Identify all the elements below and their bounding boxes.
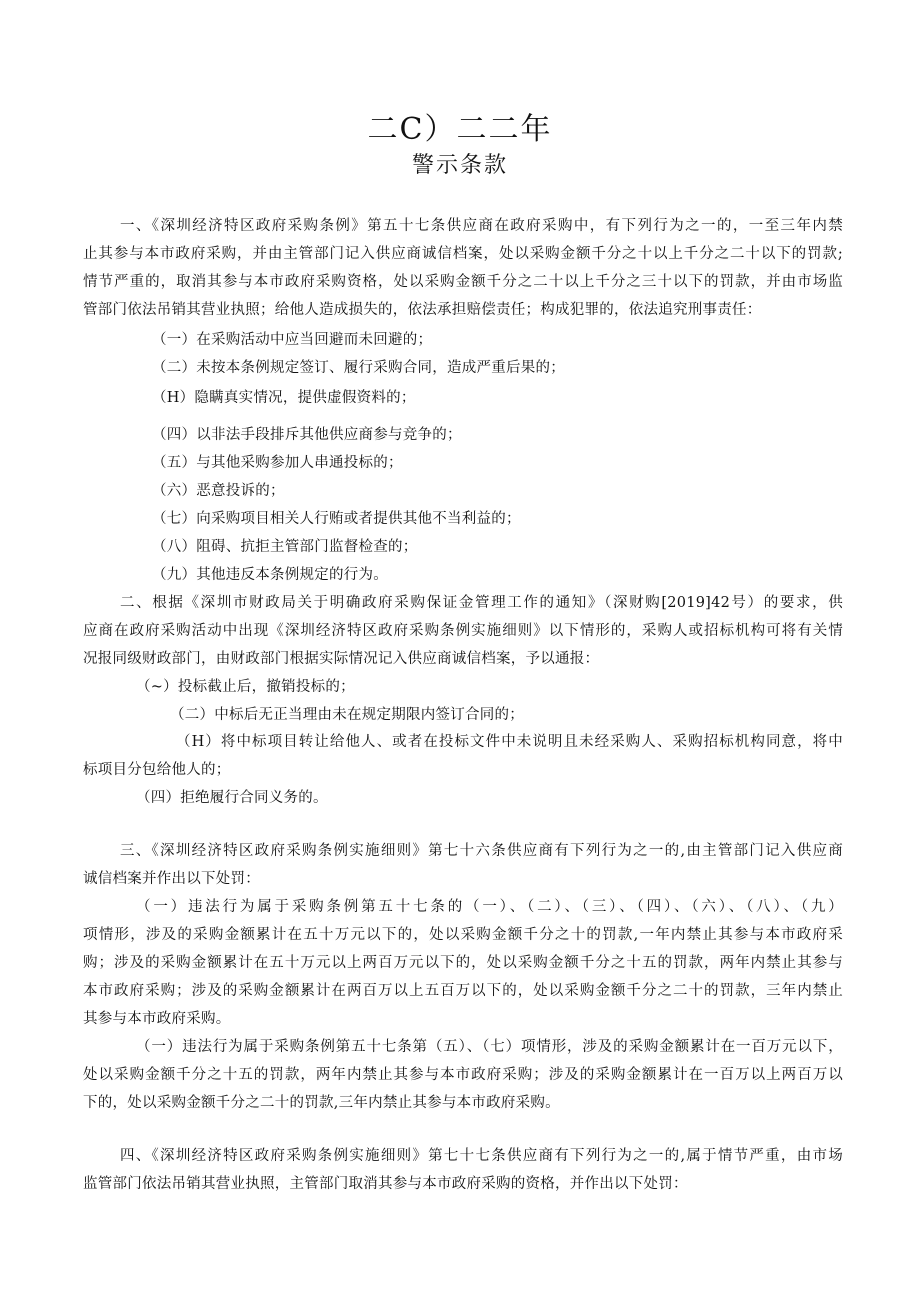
text-line: 况报同级财政部门，由财政部门根据实际情况记入供应商诚信档案，予以通报： [83, 651, 600, 667]
text-line: 四、《深圳经济特区政府采购条例实施细则》第七十七条供应商有下列行为之一的,属于情节严重，由市场 [120, 1148, 843, 1164]
text-line: 处以采购金额千分之十五的罚款，两年内禁止其参与本市政府采购；涉及的采购金额累计在一百万以上两百万以 [83, 1067, 843, 1083]
text-line: 管部门依法吊销其营业执照；给他人造成损失的，依法承担赔偿责任；构成犯罪的，依法追究刑事责任： [83, 302, 762, 318]
list-item: （~）投标截止后，撤销投标的； [136, 679, 355, 695]
text-line: 本市政府采购；涉及的采购金额累计在两百万以上五百万以下的，处以采购金额千分之二十的罚款，三年内禁止 [83, 983, 843, 999]
list-item: （九）其他违反本条例规定的行为。 [152, 567, 388, 583]
list-item: （一）违法行为属于采购条例第五十七条第（五）、（七）项情形，涉及的采购金额累计在一百万元以下， [136, 1039, 843, 1055]
list-item: （五）与其他采购参加人串通投标的； [152, 455, 403, 471]
text-line: 项情形，涉及的采购金额累计在五十万元以下的，处以采购金额千分之十的罚款,一年内禁止其参与本市政府采 [83, 927, 843, 943]
text-line: 应商在政府采购活动中出现《深圳经济特区政府采购条例实施细则》以下情形的，采购人或招标机构可将有关情 [83, 623, 843, 639]
text-line: 情节严重的，取消其参与本市政府采购资格，处以采购金额千分之二十以上千分之三十以下的罚款，并由市场监 [83, 274, 843, 290]
text-line: 止其参与本市政府采购，并由主管部门记入供应商诚信档案，处以采购金额千分之十以上千分之二十以下的罚款; [83, 246, 843, 262]
list-item: （二）未按本条例规定签订、履行采购合同，造成严重后果的； [152, 360, 565, 376]
text-line: 标项目分包给他人的； [83, 762, 231, 778]
list-item: （H）隐瞒真实情况，提供虚假资料的； [152, 390, 416, 406]
document-title: 二C）二二年 [367, 112, 553, 147]
list-item: （一）在采购活动中应当回避而未回避的； [152, 332, 433, 348]
text-line: 三、《深圳经济特区政府采购条例实施细则》第七十六条供应商有下列行为之一的,由主管部门记入供应商 [120, 843, 843, 859]
text-line: 监管部门依法吊销其营业执照，主管部门取消其参与本市政府采购的资格，并作出以下处罚： [83, 1176, 688, 1192]
text-line: 一、《深圳经济特区政府采购条例》第五十七条供应商在政府采购中，有下列行为之一的，一至三年内禁 [120, 218, 843, 234]
text-line: 购；涉及的采购金额累计在五十万元以上两百万元以下的，处以采购金额千分之十五的罚款，两年内禁止其参与 [83, 955, 843, 971]
list-item: （四）以非法手段排斥其他供应商参与竞争的； [152, 427, 462, 443]
list-item: （H）将中标项目转让给他人、或者在投标文件中未说明且未经采购人、采购招标机构同意，将中 [176, 734, 843, 750]
list-item: （一）违法行为属于采购条例第五十七条的（一）、（二）、（三）、（四）、（六）、（八）、（九） [136, 899, 843, 915]
list-item: （八）阻碍、抗拒主管部门监督检查的； [152, 539, 418, 555]
list-item: （四）拒绝履行合同义务的。 [136, 790, 328, 806]
text-line: 其参与本市政府采购。 [83, 1011, 231, 1027]
document-subtitle: 警示条款 [411, 153, 508, 178]
list-item: （六）恶意投诉的； [152, 483, 285, 499]
list-item: （二）中标后无正当理由未在规定期限内签订合同的； [170, 707, 524, 723]
list-item: （七）向采购项目相关人行贿或者提供其他不当利益的； [152, 511, 521, 527]
text-line: 下的，处以采购金额千分之二十的罚款,三年内禁止其参与本市政府采购。 [83, 1095, 560, 1111]
text-line: 二、根据《深圳市财政局关于明确政府采购保证金管理工作的通知》（深财购[2019]42号）的要求，供 [120, 595, 843, 611]
text-line: 诚信档案并作出以下处罚： [83, 871, 260, 887]
